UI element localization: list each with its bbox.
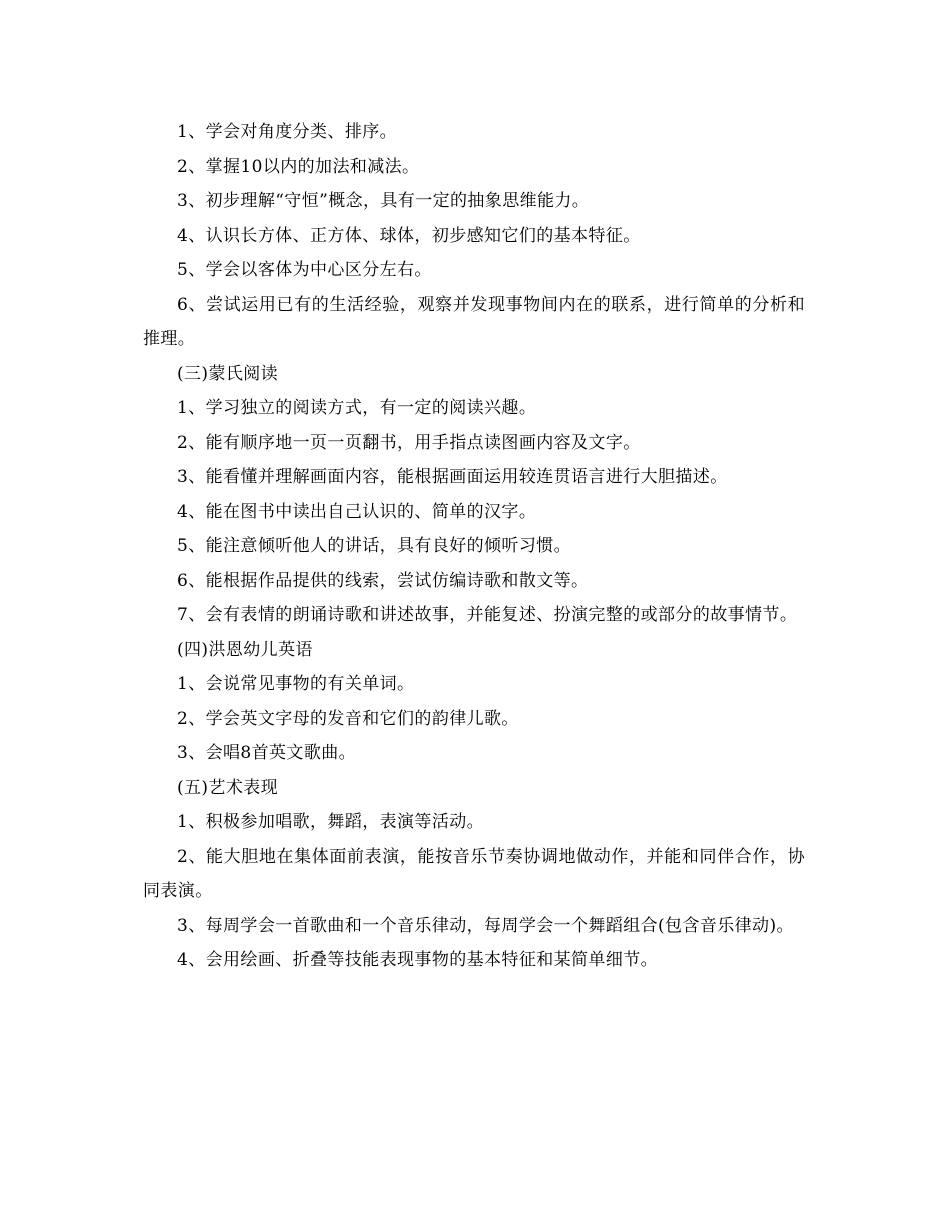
list-item: 1、积极参加唱歌，舞蹈，表演等活动。 xyxy=(177,812,485,832)
list-item: 6、尝试运用已有的生活经验，观察并发现事物间内在的联系，进行简单的分析和推理。 xyxy=(143,294,805,349)
section-heading: (四)洪恩幼儿英语 xyxy=(177,639,313,660)
list-item: 6、能根据作品提供的线索，尝试仿编诗歌和散文等。 xyxy=(177,570,589,591)
list-item: 3、初步理解“守恒”概念，具有一定的抽象思维能力。 xyxy=(177,191,590,211)
list-item: 5、能注意倾听他人的讲话，具有良好的倾听习惯。 xyxy=(177,536,572,556)
list-item: 5、学会以客体为中心区分左右。 xyxy=(177,260,432,280)
list-item: 3、能看懂并理解画面内容，能根据画面运用较连贯语言进行大胆描述。 xyxy=(177,467,728,487)
list-item: 3、会唱8首英文歌曲。 xyxy=(177,743,357,763)
section-heading: (三)蒙氏阅读 xyxy=(177,363,279,384)
list-item: 2、掌握10以内的加法和减法。 xyxy=(177,156,420,177)
list-item: 7、会有表情的朗诵诗歌和讲述故事，并能复述、扮演完整的或部分的故事情节。 xyxy=(177,605,798,625)
list-item: 4、会用绘画、折叠等技能表现事物的基本特征和某简单细节。 xyxy=(177,950,659,970)
list-item: 3、每周学会一首歌曲和一个音乐律动，每周学会一个舞蹈组合(包含音乐律动)。 xyxy=(177,915,794,936)
document-body xyxy=(143,115,805,978)
list-item: 1、学习独立的阅读方式，有一定的阅读兴趣。 xyxy=(177,398,537,418)
list-item: 1、学会对角度分类、排序。 xyxy=(177,122,398,142)
section-heading: (五)艺术表现 xyxy=(177,777,279,798)
list-item: 2、能大胆地在集体面前表演，能按音乐节奏协调地做动作，并能和同伴合作，协同表演。 xyxy=(143,846,805,901)
list-item: 2、能有顺序地一页一页翻书，用手指点读图画内容及文字。 xyxy=(177,432,641,453)
list-item: 4、能在图书中读出自己认识的、简单的汉字。 xyxy=(177,501,537,522)
list-item: 4、认识长方体、正方体、球体，初步感知它们的基本特征。 xyxy=(177,225,641,246)
list-item: 1、会说常见事物的有关单词。 xyxy=(177,674,415,694)
list-item: 2、学会英文字母的发音和它们的韵律儿歌。 xyxy=(177,708,519,729)
